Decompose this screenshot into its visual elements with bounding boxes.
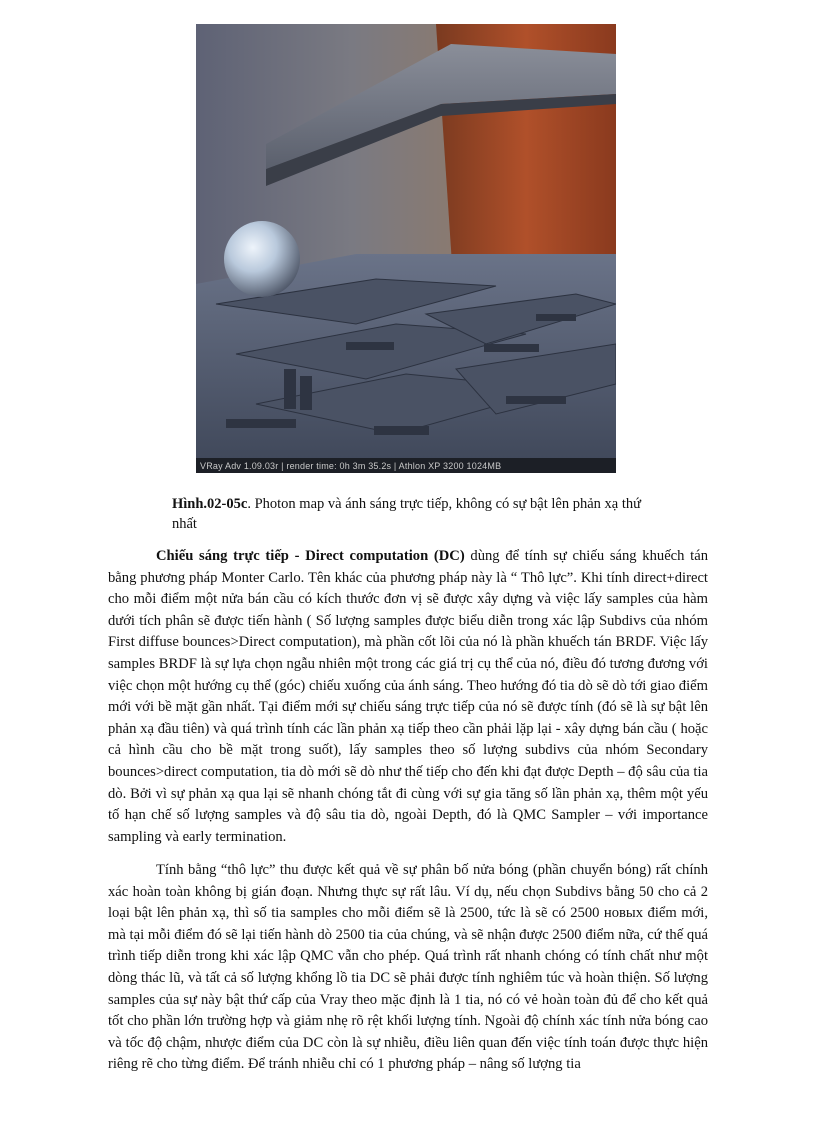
paragraph-1: [108, 546, 708, 848]
figure-caption: [172, 494, 652, 534]
sphere: [224, 221, 300, 297]
paragraph-2: [108, 860, 708, 1076]
paragraph-1-text: dùng để tính sự chiếu sáng khuếch tán bằng phương pháp Monter Carlo. Tên khác của phương pháp này là “ Thô lực”. Khi tính direct+direct cho mỗi điểm một nửa bán cầu có kích thước đơn vị sẽ được xây dựng và việc lấy samples của hàm dưới tích phân sẽ được tiến hành ( Số lượng samples được biểu diễn trong xác lập Subdivs của nhóm First diffuse bounces>Direct computation), mà phần cốt lõi của nó là phần khuếch tán BRDF. Việc lấy samples BRDF là sự lựa chọn ngẫu nhiên một trong các giá trị cụ thể của nó, điều đó tương đương với việc chọn một hướng cụ thể (góc) chiếu xuống của ánh sáng. Theo hướng đó tia dò sẽ dò tới giao điểm mới với bề mặt gần nhất. Tại điểm mới sự chiếu sáng trực tiếp của nó sẽ được tính (đó sẽ là sự bật lên phản xạ đầu tiên) và quá trình tính các lần phản xạ tiếp theo cần phải lặp lại - xây dựng bán cầu ( hoặc cả hình cầu cho bề mặt trong suốt), lấy samples theo số lượng subdivs của nhóm Secondary bounces>direct computation, tia dò mới sẽ dò như thế tiếp cho đến khi đạt được Depth – độ sâu của tia dò. Bởi vì sự phản xạ qua lại sẽ nhanh chóng tắt đi cùng với sự gia tăng số lần phản xạ, thêm một yếu tố hạn chế số lượng samples và độ sâu tia dò, ngoài Depth, đó là QMC Sampler – với importance sampling và early termination.: [108, 548, 708, 845]
paragraph-2-text: Tính bằng “thô lực” thu được kết quả về sự phân bố nửa bóng (phần chuyển bóng) rất chính xác hoàn toàn không bị gián đoạn. Nhưng thực sự rất lâu. Ví dụ, nếu chọn Subdivs bằng 50 cho cả 2 loại bật lên phản xạ, thì số tia samples cho mỗi điểm sẽ là 2500, tức là sẽ có 2500 новых điểm mới, mà tại mỗi điểm đó sẽ lại tiến hành dò 2500 tia của chúng, và sẽ nhận được 2500 điểm nữa, cứ thế quá trình tiếp diễn trong khi xác lập QMC vẫn cho phép. Quá trình rất nhanh chóng có tính chất như một dòng thác lũ, và tất cả số lượng khổng lồ tia DC sẽ phải được tính nghiêm túc và hoàn thiện. Số lượng samples của sự này bật thứ cấp của Vray theo mặc định là 1 tia, nó có vẻ hoàn toàn đủ để cho kết quả tốt cho phần lớn trường hợp và giảm nhẹ rõ rệt khối lượng tính. Ngoài độ chính xác tính nửa bóng cao và tốc độ chậm, nhược điểm của DC còn là sự nhiễu, điều liên quan đến việc tính toán được thực hiện riêng rẽ cho từng điểm. Để tránh nhiễu chỉ có 1 phương pháp – nâng số lượng tia: [108, 862, 708, 1073]
caption-label: Hình.02-05c: [172, 496, 248, 512]
render-image: [196, 24, 616, 473]
paragraph-1-lead: Chiếu sáng trực tiếp - Direct computation (DC): [156, 548, 465, 564]
render-info: VRay Adv 1.09.03r | render time: 0h 3m 35.2s | Athlon XP 3200 1024MB: [200, 461, 502, 471]
caption-text: . Photon map và ánh sáng trực tiếp, không có sự bật lên phản xạ thứ nhất: [172, 496, 641, 532]
render-figure: [196, 24, 616, 473]
